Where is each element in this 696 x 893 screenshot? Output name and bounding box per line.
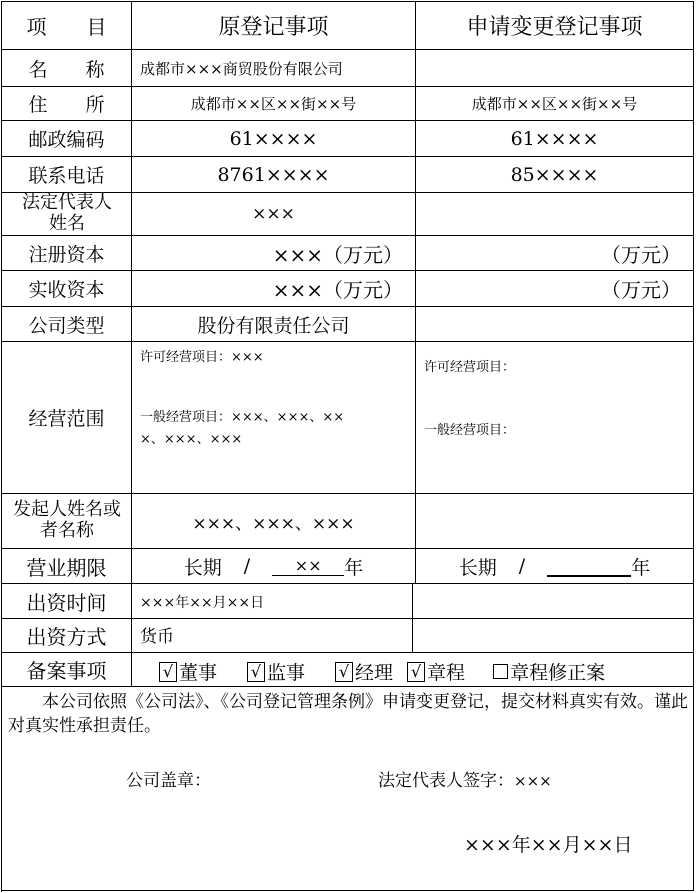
original-legal-rep: ××× [252, 204, 295, 224]
label-term: 营业期限 [26, 555, 107, 580]
label-paid-capital: 实收资本 [28, 279, 105, 301]
original-scope-licensed: 许可经营项目：××× [140, 350, 264, 365]
check-box-icon: √ [335, 662, 353, 682]
check-box-icon: √ [247, 662, 265, 682]
requested-term-long: 长期 [458, 556, 497, 579]
original-name: 成都市×××商贸股份有限公司 [140, 59, 343, 78]
requested-legal-rep [416, 193, 693, 235]
seal-label: 公司盖章： [126, 771, 211, 791]
label-scope: 经营范围 [28, 408, 105, 430]
header-requested: 申请变更登记事项 [466, 15, 643, 40]
signature-value: ××× [514, 772, 552, 790]
header-original: 原登记事项 [218, 15, 329, 40]
signature-label: 法定代表人签字： [378, 771, 514, 791]
label-reg-capital: 注册资本 [28, 243, 105, 266]
filing-items [159, 658, 609, 685]
change-registration-form [1, 1, 694, 892]
empty-box-icon [493, 664, 508, 679]
requested-term [416, 549, 693, 583]
label-phone: 联系电话 [28, 165, 105, 187]
row-line [2, 686, 694, 687]
label-filing: 备案事项 [26, 659, 107, 683]
header-item: 项 目 [26, 15, 107, 39]
check-box-icon: √ [407, 662, 425, 682]
filing-item-articles[interactable]: √ 章程 [407, 658, 465, 685]
original-scope-general: 一般经营项目：×××、×××、×××、×××、××× [140, 410, 345, 447]
label-company-type: 公司类型 [28, 314, 105, 337]
filing-item-directors[interactable]: √ 董事 [159, 658, 217, 685]
requested-address: 成都市××区××街××号 [471, 95, 638, 113]
contribution-time-value: ×××年××月××日 [140, 595, 265, 611]
original-promoters: ×××、×××、××× [192, 513, 355, 534]
requested-postcode: 61×××× [510, 127, 599, 150]
filing-item-supervisors[interactable]: √ 监事 [247, 658, 305, 685]
original-postcode: 61×××× [229, 127, 318, 150]
requested-promoters [416, 494, 693, 548]
requested-scope-licensed: 许可经营项目： [424, 360, 516, 375]
declaration-text: 本公司依照《公司法》、《公司登记管理条例》申请变更登记，提交材料真实有效。谨此对真实性承担责任。 [8, 692, 688, 736]
original-reg-capital: ×××（万元） [272, 242, 403, 267]
original-phone: 8761×××× [217, 163, 330, 186]
original-term-slash: / [243, 555, 251, 577]
original-term-long: 长期 [183, 556, 222, 579]
label-legal-rep: 法定代表人姓名 [22, 192, 112, 234]
contribution-method-value: 货币 [140, 627, 174, 647]
original-company-type: 股份有限责任公司 [197, 314, 350, 337]
signature-block [378, 766, 552, 791]
row-line [2, 890, 694, 891]
label-contribution-method: 出资方式 [26, 625, 107, 649]
original-term [132, 549, 415, 583]
original-term-years: ×× [272, 556, 344, 576]
label-contribution-time: 出资时间 [26, 590, 107, 615]
col-line [693, 2, 694, 890]
check-box-icon: √ [159, 662, 177, 682]
filing-item-manager[interactable]: √ 经理 [335, 658, 393, 685]
label-name: 名 称 [28, 58, 105, 81]
original-paid-capital: ×××（万元） [272, 278, 403, 302]
requested-term-years [547, 555, 631, 577]
declaration-date: ×××年××月××日 [464, 834, 633, 856]
original-address: 成都市××区××街××号 [190, 95, 357, 113]
requested-phone: 85×××× [510, 163, 599, 186]
requested-reg-capital: （万元） [601, 242, 681, 267]
original-term-year-unit: 年 [344, 556, 364, 579]
requested-term-slash: / [518, 555, 526, 577]
col-line [412, 583, 413, 652]
requested-company-type [416, 307, 693, 341]
label-promoters: 发起人姓名或者名称 [13, 499, 121, 541]
requested-term-year-unit: 年 [631, 556, 651, 579]
requested-paid-capital: （万元） [601, 278, 681, 302]
requested-scope-general: 一般经营项目： [424, 423, 516, 438]
requested-name [416, 50, 693, 86]
label-postcode: 邮政编码 [28, 129, 105, 151]
label-address: 住 所 [28, 94, 105, 116]
filing-item-articles-amendment[interactable]: 章程修正案 [493, 658, 605, 685]
